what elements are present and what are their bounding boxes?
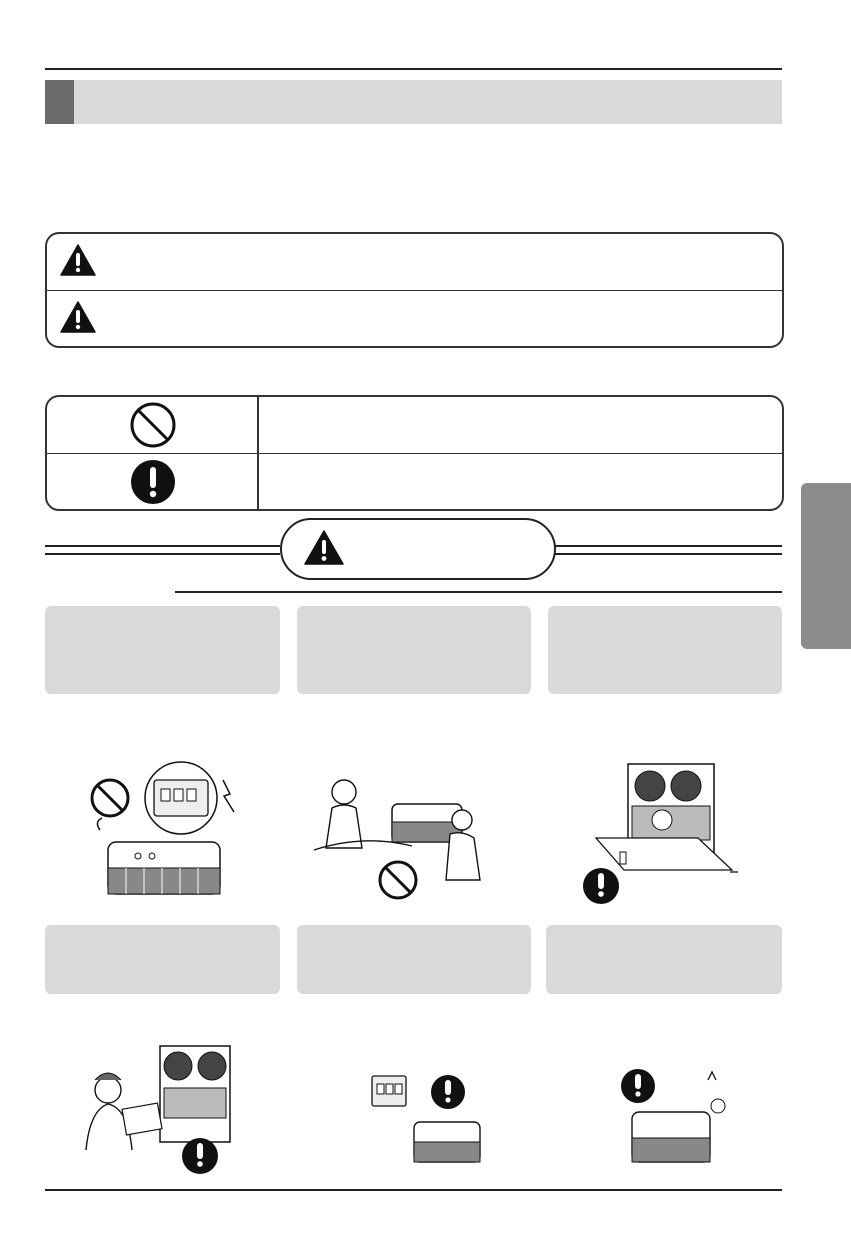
signal-word-box <box>45 232 784 348</box>
prohibited-icon <box>129 401 177 454</box>
indoor-unit-breaker-mandatory-icon <box>368 1070 488 1170</box>
info-card <box>297 925 531 994</box>
symbol-row-prohibited <box>47 397 782 452</box>
indoor-unit-touch-mandatory-icon <box>618 1066 738 1170</box>
side-tab-label <box>801 483 851 649</box>
signal-row-caution <box>47 290 782 346</box>
section-rule <box>175 591 782 593</box>
warning-triangle-icon <box>60 301 96 338</box>
warning-banner <box>280 518 556 580</box>
outdoor-unit-grounding-mandatory-icon <box>580 760 740 905</box>
service-technician-mandatory-icon <box>78 1040 248 1180</box>
info-card <box>45 606 280 694</box>
banner-line-left <box>45 545 280 555</box>
banner-line-right <box>552 545 782 555</box>
symbol-row-mandatory <box>47 453 782 509</box>
title-bar-tab <box>45 80 74 124</box>
header-rule <box>45 68 782 70</box>
section-side-tab <box>801 483 851 649</box>
signal-row-warning <box>47 234 782 289</box>
info-card <box>297 606 531 694</box>
unit-installation-prohibited-icon <box>312 760 492 905</box>
title-bar <box>45 80 782 124</box>
info-card <box>548 606 782 694</box>
info-card <box>546 925 782 994</box>
symbol-box <box>45 395 784 511</box>
indoor-unit-outlet-prohibited-icon <box>78 760 248 900</box>
info-card <box>45 925 280 994</box>
footer-rule <box>45 1189 782 1191</box>
warning-triangle-icon <box>60 244 96 281</box>
warning-triangle-icon <box>304 530 344 570</box>
mandatory-icon <box>129 458 177 511</box>
